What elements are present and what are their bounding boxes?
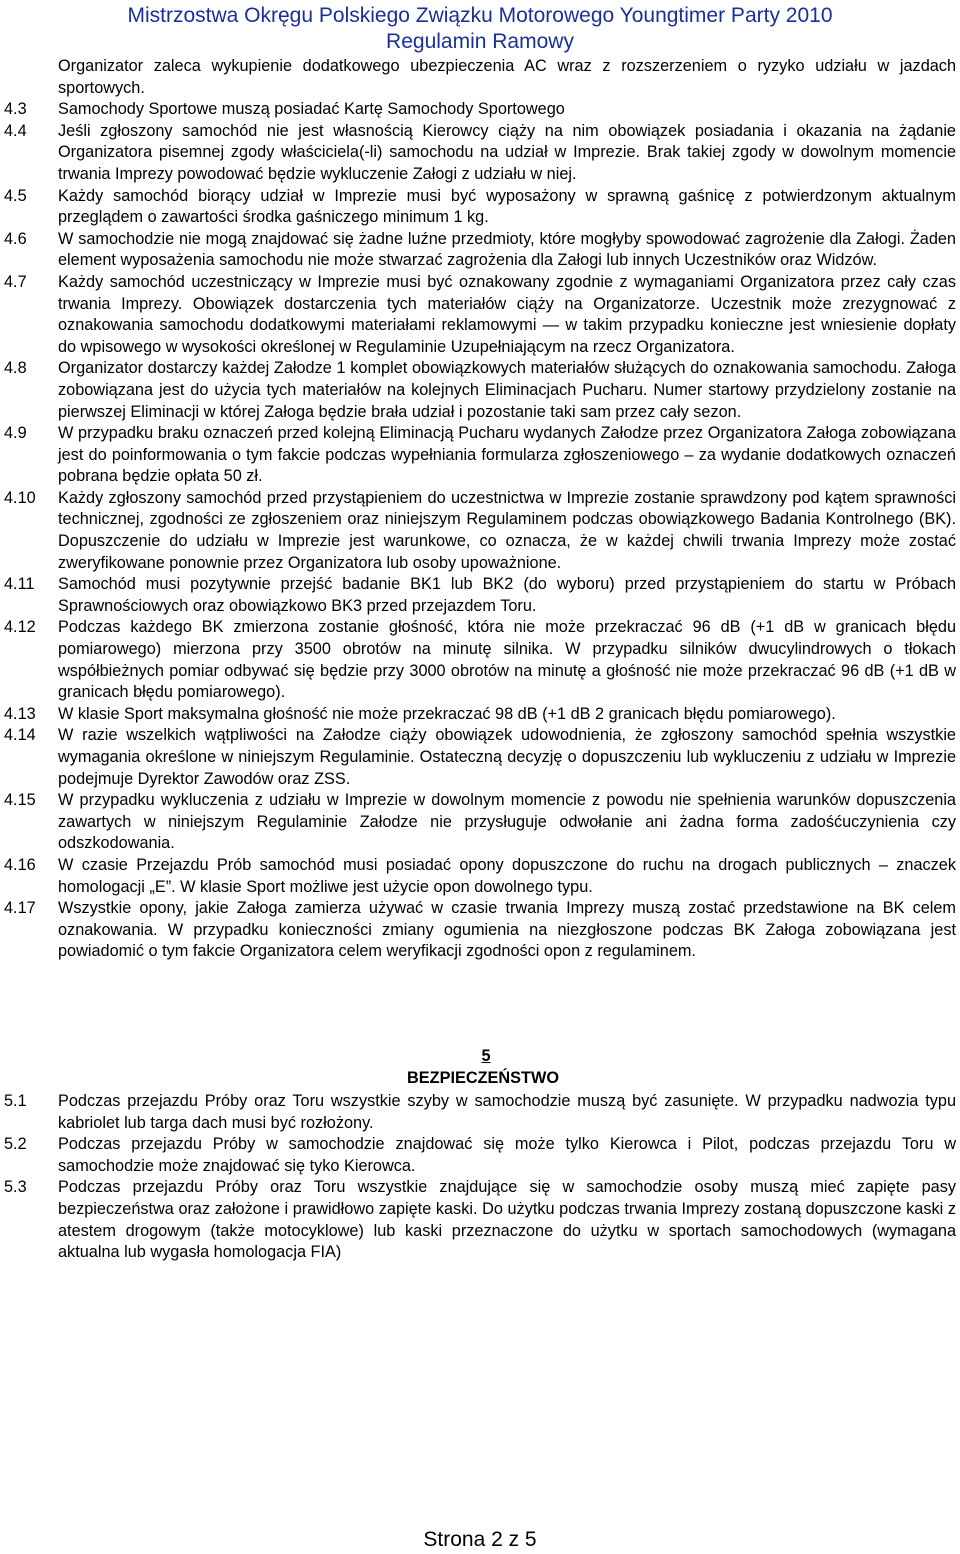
item-text: Wszystkie opony, jakie Załoga zamierza używać w czasie trwania Imprezy muszą zostać przedstawione na BK celem oznakowania. W przypadku konieczności zmiany ogumienia na niezgłoszone podczas BK Załoga zobowiązana jest powiadomić o tym fakcie Organizatora celem weryfikacji zgodności opon z regulaminem. bbox=[58, 899, 956, 961]
item-text: Każdy zgłoszony samochód przed przystąpieniem do uczestnictwa w Imprezie zostanie sprawdzony pod kątem sprawności technicznej, zgodności ze zgłoszeniem oraz niniejszym Regulaminem podczas obowiązkowego Badania Kontrolnego (BK). Dopuszczenie do udziału w Imprezie jest warunkowe, co oznacza, że w każdej chwili trwania Imprezy może zostać zweryfikowane ponownie przez Organizatora lub osoby upoważnione. bbox=[58, 488, 956, 572]
item-text: Podczas przejazdu Próby w samochodzie znajdować się może tylko Kierowca i Pilot, podczas przejazdu Toru w samochodzie może znajdować się tyko Kierowca. bbox=[58, 1135, 956, 1175]
paragraph-item bbox=[4, 186, 956, 229]
paragraph-item bbox=[4, 99, 956, 121]
item-text: W samochodzie nie mogą znajdować się żadne luźne przedmioty, które mogłyby spowodować zagrożenie dla Załogi. Żaden element wyposażenia samochodu nie może stwarzać zagrożenia dla Załogi lub innych Uczestników oraz Widzów. bbox=[58, 229, 956, 270]
paragraph-item bbox=[4, 617, 956, 703]
section-paragraph-item bbox=[4, 1091, 956, 1134]
item-text: Podczas przejazdu Próby oraz Toru wszystkie znajdujące się w samochodzie osoby muszą mieć zapięte pasy bezpieczeństwa oraz założone i prawidłowo zapięte kaski. Do użytku podczas trwania Imprezy zostaną dopuszczone kaski z atestem drogowym (także motocyklowe) lub kaski przeznaczone do użytku w sportach samochodowych (wymagana aktualna lub wygasła homologacja FIA) bbox=[58, 1178, 956, 1262]
item-number: 4.12 bbox=[4, 618, 36, 637]
item-number: 4.6 bbox=[4, 229, 27, 248]
item-number: 5.1 bbox=[4, 1091, 27, 1110]
paragraph-item bbox=[4, 488, 956, 574]
item-number: 4.7 bbox=[4, 272, 27, 291]
item-number: 4.4 bbox=[4, 121, 27, 140]
header-subtitle: Regulamin Ramowy bbox=[386, 30, 574, 53]
item-number: 5.2 bbox=[4, 1135, 27, 1154]
item-text: Organizator zaleca wykupienie dodatkowego ubezpieczenia AC wraz z rozszerzeniem o ryzyko udziału w jazdach sportowych. bbox=[58, 57, 956, 97]
item-number: 4.3 bbox=[4, 100, 27, 119]
paragraph-item bbox=[4, 725, 956, 790]
paragraph-item bbox=[4, 704, 956, 726]
document-body bbox=[4, 56, 956, 1264]
header-title: Mistrzostwa Okręgu Polskiego Związku Motorowego Youngtimer Party 2010 bbox=[127, 4, 833, 27]
item-text: Każdy samochód biorący udział w Imprezie musi być wyposażony w sprawną gaśnicę z potwierdzonym aktualnym przeglądem o zawartości środka gaśniczego minimum 1 kg. bbox=[58, 186, 956, 227]
item-text: Jeśli zgłoszony samochód nie jest własnością Kierowcy ciąży na nim obowiązek posiadania i okazania na żądanie Organizatora pisemnej zgody właściciela(-li) samochodu na udział w Imprezie. Brak takiej zgody w dowolnym momencie trwania Imprezy powodować będzie wykluczenie Załogi z udziału w niej. bbox=[58, 121, 956, 183]
paragraph-item bbox=[4, 898, 956, 963]
section-paragraph-item bbox=[4, 1177, 956, 1263]
item-number: 4.15 bbox=[4, 791, 36, 810]
item-number: 4.13 bbox=[4, 704, 36, 723]
item-text: W razie wszelkich wątpliwości na Załodze ciąży obowiązek udowodnienia, że zgłoszony samochód spełnia wszystkie wymagania określone w niniejszym Regulaminie. Ostateczną decyzję o dopuszczeniu lub wykluczeniu z udziału w Imprezie podejmuje Dyrektor Zawodów oraz ZSS. bbox=[58, 726, 956, 788]
page-number: Strona 2 z 5 bbox=[423, 1528, 537, 1551]
section-paragraph-item bbox=[4, 1134, 956, 1177]
item-text: Samochód musi pozytywnie przejść badanie BK1 lub BK2 (do wyboru) przed przystąpieniem do startu w Próbach Sprawnościowych oraz obowiązkowo BK3 przed przejazdem Toru. bbox=[58, 575, 956, 615]
item-text: Każdy samochód uczestniczący w Imprezie musi być oznakowany zgodnie z wymaganiami Organizatora przez cały czas trwania Imprezy. Obowiązek dostarczenia tych materiałów ciąży na Organizatorze. Uczestnik może zrezygnować z oznakowania samochodu dodatkowymi materiałami reklamowymi — w takim przypadku konieczne jest wniesienie dopłaty do wpisowego w wysokości określonej w Regulaminie Uzupełniającym na rzecz Organizatora. bbox=[58, 272, 956, 356]
item-number: 4.17 bbox=[4, 899, 36, 918]
paragraph-item bbox=[4, 790, 956, 855]
item-text: Podczas każdego BK zmierzona zostanie głośność, która nie może przekraczać 96 dB (+1 dB w granicach błędu pomiarowego) mierzona przy 3500 obrotów na minutę silnika. W przypadku silników dwucylindrowych o tłokach współbieżnych pomiar odbywać się będzie przy 3000 obrotów na minutę a głośność nie może przekraczać 96 dB (+1 dB w granicach błędu pomiarowego). bbox=[58, 618, 956, 702]
item-number: 4.16 bbox=[4, 855, 36, 874]
item-text: Samochody Sportowe muszą posiadać Kartę Samochody Sportowego bbox=[58, 100, 565, 119]
paragraph-item bbox=[4, 423, 956, 488]
paragraph-item bbox=[4, 272, 956, 358]
item-text: W klasie Sport maksymalna głośność nie może przekraczać 98 dB (+1 dB 2 granicach błędu pomiarowego). bbox=[58, 704, 836, 723]
item-text: W przypadku wykluczenia z udziału w Imprezie w dowolnym momencie z powodu nie spełnienia warunków dopuszczenia zawartych w niniejszym Regulaminie Załodze nie przysługuje odwołanie ani żadna forma zadośćuczynienia czy odszkodowania. bbox=[58, 791, 956, 853]
item-number: 4.10 bbox=[4, 488, 36, 507]
paragraph-item bbox=[4, 56, 956, 99]
item-number bbox=[4, 56, 58, 99]
paragraph-item bbox=[4, 574, 956, 617]
page-footer bbox=[0, 1527, 960, 1553]
item-text: Podczas przejazdu Próby oraz Toru wszystkie szyby w samochodzie muszą być zasunięte. W przypadku nadwozia typu kabriolet lub targa dach musi być rozłożony. bbox=[58, 1091, 956, 1132]
item-number: 4.11 bbox=[4, 575, 35, 594]
item-text: W przypadku braku oznaczeń przed kolejną Eliminacją Pucharu wydanych Załodze przez Organizatora Załoga zobowiązana jest do poinformowania o tym fakcie podczas wypełniania formularza zgłoszeniowego – za wydanie dodatkowych oznaczeń pobrana będzie opłata 50 zł. bbox=[58, 424, 956, 486]
item-text: Organizator dostarczy każdej Załodze 1 komplet obowiązkowych materiałów służących do oznakowania samochodu. Załoga zobowiązana jest do użycia tych materiałów na kolejnych Eliminacjach Pucharu. Numer startowy przydzielony zostanie na pierwszej Eliminacji w której Załoga będzie brała udział i pozostanie taki sam przez cały sezon. bbox=[58, 359, 956, 421]
item-text: W czasie Przejazdu Prób samochód musi posiadać opony dopuszczone do ruchu na drogach publicznych – znaczek homologacji „E”. W klasie Sport możliwe jest użycie opon dowolnego typu. bbox=[58, 855, 956, 896]
paragraph-item bbox=[4, 121, 956, 186]
item-number: 4.8 bbox=[4, 359, 27, 378]
item-number: 4.5 bbox=[4, 186, 27, 205]
paragraph-item bbox=[4, 855, 956, 898]
paragraph-item bbox=[4, 229, 956, 272]
section-spacer bbox=[4, 963, 956, 1045]
item-number: 4.9 bbox=[4, 424, 27, 443]
item-number: 5.3 bbox=[4, 1178, 27, 1197]
paragraph-item bbox=[4, 358, 956, 423]
item-number: 4.14 bbox=[4, 726, 36, 745]
section-title: BEZPIECZEŃSTWO bbox=[407, 1068, 559, 1087]
section-number: 5 bbox=[481, 1046, 491, 1065]
page-header bbox=[0, 0, 960, 55]
